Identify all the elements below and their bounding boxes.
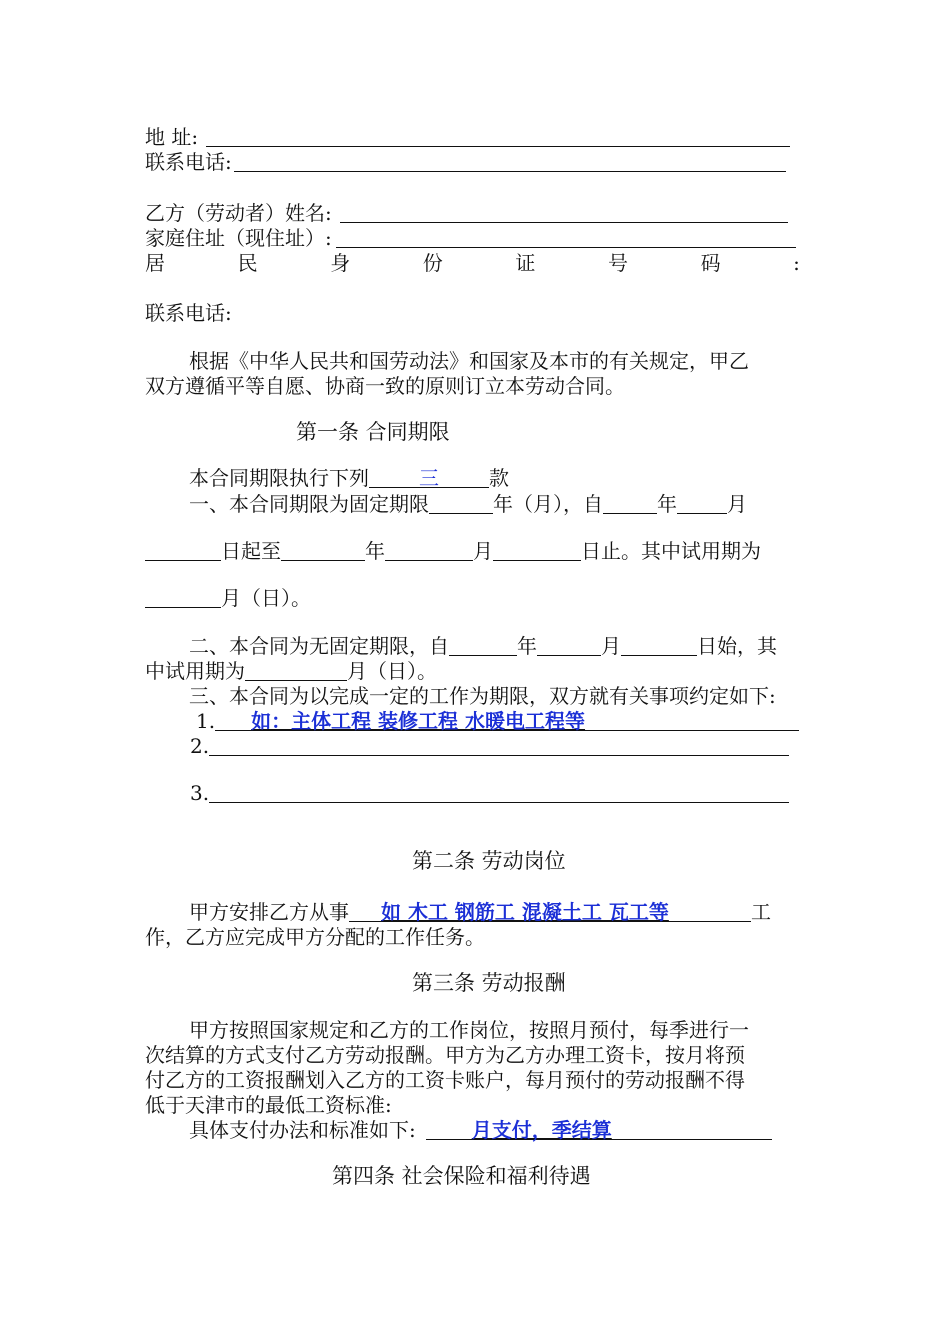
- pay-method-field[interactable]: [426, 1117, 772, 1140]
- position-post: 工: [751, 900, 771, 924]
- clause-2-c: 月: [601, 634, 621, 658]
- term-years-field[interactable]: [429, 491, 493, 514]
- clause-1-e: 日起至: [221, 539, 281, 563]
- open-start-month-field[interactable]: [537, 633, 601, 656]
- clause-1-i: 月（日）。: [221, 586, 311, 610]
- id-char: 证: [515, 251, 536, 275]
- exec-post: 款: [489, 466, 509, 490]
- pay-line-2: 次结算的方式支付乙方劳动报酬。甲方为乙方办理工资卡，按月将预: [145, 1043, 745, 1067]
- end-year-field[interactable]: [281, 538, 365, 561]
- open-start-year-field[interactable]: [449, 633, 517, 656]
- pay-method-label: 具体支付办法和标准如下:: [189, 1118, 416, 1142]
- clause-1-d: 月: [727, 492, 747, 516]
- employee-name-field[interactable]: [340, 200, 788, 223]
- home-address-line: [145, 225, 796, 251]
- position-line-2: 作，乙方应完成甲方分配的工作任务。: [145, 925, 485, 949]
- id-char: 份: [422, 251, 443, 275]
- probation-2-field[interactable]: [245, 658, 347, 681]
- clause-2-line: [145, 633, 777, 659]
- id-char: 码: [700, 251, 721, 275]
- clause-1-line: [145, 491, 747, 517]
- id-char: 号: [607, 251, 628, 275]
- item-1-line: [196, 708, 799, 734]
- clause-1-g: 月: [473, 539, 493, 563]
- clause-3-line: 三、本合同为以完成一定的工作为期限，双方就有关事项约定如下:: [189, 684, 776, 708]
- id-char: 身: [330, 251, 351, 275]
- clause-2-b: 年: [517, 634, 537, 658]
- pay-line-1: 甲方按照国家规定和乙方的工作岗位，按照月预付，每季进行一: [189, 1018, 749, 1042]
- position-line: [145, 899, 771, 925]
- item-2-field[interactable]: [209, 733, 789, 756]
- position-value: 如 木工 钢筋工 混凝土工 瓦工等: [381, 900, 669, 924]
- exec-clause-line: [145, 465, 509, 491]
- id-char: 居: [145, 251, 165, 275]
- clause-1-line-3: [145, 585, 311, 611]
- pay-line-4: 低于天津市的最低工资标准:: [145, 1093, 392, 1117]
- employee-name-line: [145, 200, 788, 226]
- home-address-label: 家庭住址（现住址）:: [145, 226, 332, 250]
- clause-2-a: 二、本合同为无固定期限，自: [189, 634, 449, 658]
- party-a-phone-field[interactable]: [234, 149, 786, 172]
- position-field[interactable]: [349, 899, 751, 922]
- party-b-phone-label: 联系电话:: [145, 301, 232, 325]
- exec-value: 三: [419, 466, 439, 490]
- home-address-field[interactable]: [336, 225, 796, 248]
- clause-1-b: 年（月），自: [493, 492, 603, 516]
- id-number-line: [145, 250, 800, 276]
- start-year-field[interactable]: [603, 491, 657, 514]
- party-a-phone-line: [145, 149, 786, 175]
- end-day-field[interactable]: [493, 538, 581, 561]
- clause-2-d: 日始，其: [697, 634, 777, 658]
- item-3-field[interactable]: [209, 780, 789, 803]
- pay-method-value: 月支付，季结算: [471, 1118, 612, 1142]
- item-1-field[interactable]: [215, 708, 799, 731]
- address-field[interactable]: [206, 124, 790, 147]
- item-2-num: 2.: [190, 734, 210, 758]
- id-char: :: [793, 251, 800, 275]
- article-2-title: 第二条 劳动岗位: [412, 849, 566, 873]
- item-3-line: [190, 780, 789, 806]
- clause-1-a: 一、本合同期限为固定期限: [189, 492, 429, 516]
- article-1-title: 第一条 合同期限: [296, 420, 450, 444]
- clause-1-c: 年: [657, 492, 677, 516]
- item-2-line: [190, 733, 789, 759]
- employee-name-label: 乙方（劳动者）姓名:: [145, 201, 332, 225]
- pay-line-3: 付乙方的工资报酬划入乙方的工资卡账户，每月预付的劳动报酬不得: [145, 1068, 745, 1092]
- item-1-value: 如：主体工程 装修工程 水暖电工程等: [251, 709, 586, 733]
- item-3-num: 3.: [190, 781, 210, 805]
- article-4-title: 第四条 社会保险和福利待遇: [332, 1164, 591, 1188]
- party-b-phone-line: [145, 300, 232, 326]
- clause-2-e: 中试用期为: [145, 659, 245, 683]
- start-day-field[interactable]: [145, 538, 221, 561]
- start-month-field[interactable]: [677, 491, 727, 514]
- end-month-field[interactable]: [385, 538, 473, 561]
- open-start-day-field[interactable]: [621, 633, 697, 656]
- item-1-num: 1.: [196, 709, 216, 733]
- address-line: [145, 124, 790, 150]
- clause-1-h: 日止。其中试用期为: [581, 539, 761, 563]
- clause-1-line-2: [145, 538, 761, 564]
- pay-method-line: [145, 1117, 772, 1143]
- intro-line-1: 根据《中华人民共和国劳动法》和国家及本市的有关规定，甲乙: [189, 349, 749, 373]
- address-label: 地 址:: [145, 125, 199, 149]
- intro-line-2: 双方遵循平等自愿、协商一致的原则订立本劳动合同。: [145, 374, 625, 398]
- party-a-phone-label: 联系电话:: [145, 150, 232, 174]
- clause-2-line-2: [145, 658, 437, 684]
- probation-1-field[interactable]: [145, 585, 221, 608]
- article-3-title: 第三条 劳动报酬: [412, 971, 566, 995]
- clause-1-f: 年: [365, 539, 385, 563]
- exec-pre: 本合同期限执行下列: [189, 466, 369, 490]
- exec-field[interactable]: [369, 465, 489, 488]
- position-pre: 甲方安排乙方从事: [189, 900, 349, 924]
- clause-2-f: 月（日）。: [347, 659, 437, 683]
- id-char: 民: [237, 251, 258, 275]
